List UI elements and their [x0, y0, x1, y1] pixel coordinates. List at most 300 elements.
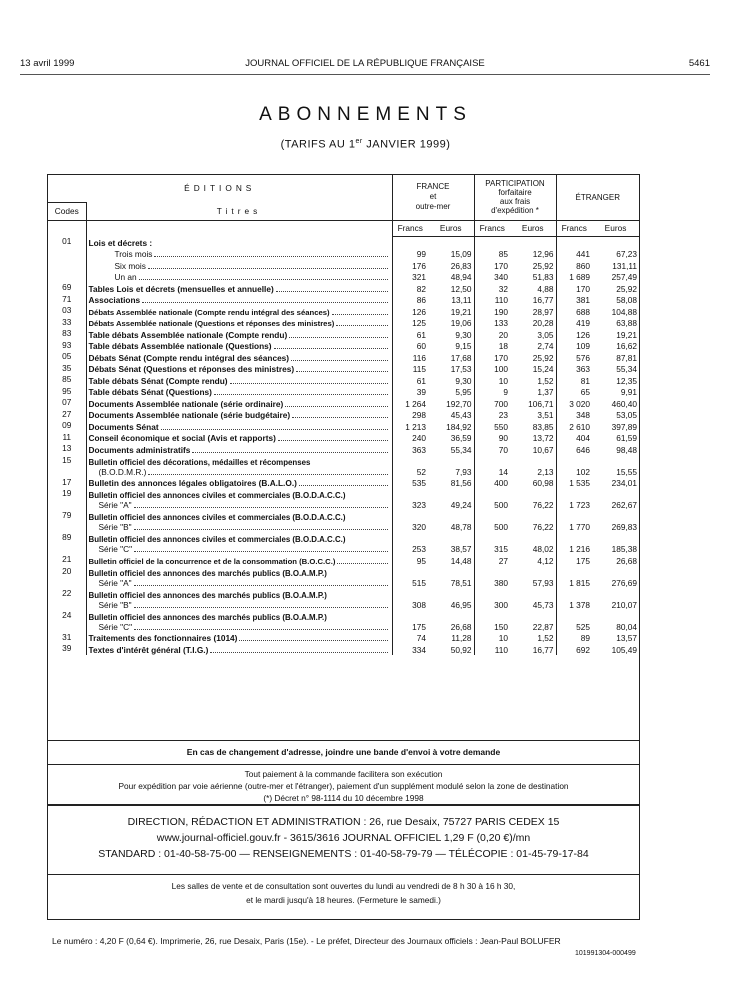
- row-title: [86, 566, 392, 588]
- france-header: FRANCE et outre-mer: [392, 175, 474, 220]
- cell-participation-euros: 13,72: [510, 432, 556, 444]
- cell-etranger-euros: 12,35: [616, 375, 638, 386]
- table-row: [48, 236, 639, 248]
- cell-france-francs: 175: [412, 621, 426, 632]
- table-row: [48, 386, 639, 398]
- row-title-line: Bulletin officiel des annonces des marchés publics (B.O.A.M.P.): [88, 590, 327, 600]
- row-title-line: Bulletin officiel des annonces civiles et commerciales (B.O.D.A.C.C.): [88, 491, 346, 500]
- row-code: 11: [48, 432, 86, 444]
- row-title-text: Table débats Sénat (Compte rendu): [88, 375, 228, 386]
- codes-header: Codes: [48, 202, 86, 220]
- header-rule: [20, 74, 710, 75]
- row-title: [86, 328, 392, 340]
- cell-france-francs: 321: [412, 272, 426, 282]
- titres-header: Titres: [86, 202, 392, 220]
- row-title-text: Textes d'intérêt général (T.I.G.): [88, 644, 209, 655]
- cell-etranger-euros: 105,49: [611, 644, 638, 655]
- cell-participation-francs: [474, 236, 510, 248]
- cell-etranger-francs: 170: [576, 283, 591, 294]
- cell-participation-euros: 1,52: [510, 374, 556, 386]
- table-row: [48, 643, 639, 655]
- cell-france-euros: 49,24: [428, 488, 474, 510]
- cell-etranger-francs: 89: [580, 633, 591, 643]
- cell-participation-francs: 500: [494, 522, 508, 532]
- table-row: [48, 420, 639, 432]
- row-title: [86, 488, 392, 510]
- cell-etranger-francs: 404: [576, 433, 591, 443]
- row-code: 13: [48, 443, 86, 455]
- cell-france-francs: 253: [412, 544, 426, 554]
- cell-etranger-euros: 257,49: [611, 272, 638, 282]
- cell-etranger-euros: 210,07: [611, 599, 638, 610]
- cell-participation-francs: 170: [494, 260, 508, 271]
- row-code: 79: [48, 510, 86, 532]
- cell-france-francs: 61: [416, 375, 426, 386]
- cell-france-euros: 48,94: [428, 271, 474, 283]
- table-row: [48, 328, 639, 340]
- row-code: 95: [48, 386, 86, 398]
- cell-etranger-francs: 1 770: [569, 522, 591, 532]
- row-title-text: Débats Sénat (Compte rendu intégral des séances): [88, 352, 290, 363]
- cell-participation-euros: 3,51: [510, 409, 556, 421]
- cell-france-francs: 363: [412, 444, 426, 455]
- cell-participation-francs: 700: [494, 398, 508, 409]
- cell-participation-francs: 18: [498, 341, 508, 351]
- cell-etranger-francs: 576: [576, 352, 591, 363]
- cell-participation-francs: 9: [503, 387, 508, 397]
- cell-france-francs: 74: [416, 633, 426, 643]
- cell-etranger-euros: 16,62: [616, 341, 638, 351]
- row-title-line2: Série "A": [98, 500, 132, 510]
- cell-etranger-euros: 460,40: [611, 398, 638, 409]
- cell-participation-euros: 1,37: [510, 386, 556, 398]
- cell-participation-francs: 10: [498, 375, 508, 386]
- row-title-line2: Série "C": [98, 544, 133, 554]
- table-row: [48, 610, 639, 632]
- cell-etranger-euros: 25,92: [616, 283, 638, 294]
- cell-france-euros: 26,83: [428, 259, 474, 271]
- cell-etranger-francs: 109: [576, 341, 591, 351]
- row-title: [86, 420, 392, 432]
- row-code: [48, 259, 86, 271]
- cell-france-euros: 17,68: [428, 351, 474, 363]
- direction-web: www.journal-officiel.gouv.fr - 3615/3616 JOURNAL OFFICIEL 1,29 F (0,20 €)/mn: [156, 832, 531, 844]
- row-title: [86, 409, 392, 421]
- row-title-text: Documents administratifs: [88, 444, 191, 455]
- row-title: [86, 386, 392, 398]
- row-title-text: Débats Sénat (Questions et réponses des ministres): [88, 364, 295, 374]
- address-change-notice: En cas de changement d'adresse, joindre une bande d'envoi à votre demande: [47, 740, 640, 765]
- note-line: (*) Décret n° 98-1114 du 10 décembre 1998: [263, 793, 424, 803]
- cell-participation-francs: 380: [494, 577, 508, 588]
- row-title-text: Bulletin des annonces légales obligatoires (B.A.L.O.): [88, 478, 297, 488]
- cell-etranger-francs: 1 378: [569, 599, 591, 610]
- row-title-text: Six mois: [114, 260, 146, 271]
- row-code: [48, 271, 86, 283]
- cell-france-euros: 45,43: [428, 409, 474, 421]
- row-title-line2: Série "A": [98, 577, 132, 588]
- row-title-line: Bulletin officiel des annonces des marchés publics (B.O.A.M.P.): [88, 612, 327, 622]
- cell-participation-euros: 25,92: [510, 259, 556, 271]
- cell-etranger-euros: 80,04: [616, 621, 638, 632]
- row-code: 83: [48, 328, 86, 340]
- cell-participation-francs: 400: [494, 478, 508, 488]
- table-row: [48, 351, 639, 363]
- cell-etranger-euros: 104,88: [611, 306, 638, 317]
- cell-etranger-euros: 9,91: [620, 387, 638, 397]
- cell-participation-francs: 133: [494, 318, 508, 328]
- cell-participation-euros: 25,92: [510, 351, 556, 363]
- row-code: 17: [48, 477, 86, 489]
- cell-etranger-francs: 126: [576, 329, 591, 340]
- cell-france-francs: 82: [416, 283, 426, 294]
- row-title: [86, 477, 392, 489]
- cell-france-francs: 320: [412, 522, 426, 532]
- row-title: [86, 271, 392, 283]
- cell-etranger-euros: 61,59: [616, 433, 638, 443]
- row-title: [86, 282, 392, 294]
- cell-participation-euros: 16,77: [510, 643, 556, 655]
- row-title-text: Conseil économique et social (Avis et rapports): [88, 433, 276, 443]
- cell-participation-euros: 12,96: [510, 248, 556, 260]
- footer-code: 101991304-000499: [575, 950, 636, 957]
- table-row: [48, 477, 639, 489]
- cell-france-francs: 176: [412, 260, 426, 271]
- cell-etranger-euros: 67,23: [616, 249, 638, 259]
- row-title-text: Documents Sénat: [88, 421, 159, 432]
- etranger-header: ÉTRANGER: [556, 175, 639, 220]
- cell-france-francs: 334: [412, 644, 426, 655]
- cell-france-francs: 52: [416, 466, 426, 477]
- cell-participation-francs: 10: [498, 633, 508, 643]
- cell-participation-euros: 20,28: [510, 317, 556, 329]
- row-code: 15: [48, 455, 86, 477]
- row-code: 27: [48, 409, 86, 421]
- unit-francs: Francs: [556, 220, 592, 236]
- table-row: [48, 271, 639, 283]
- row-title-text: Bulletin officiel de la concurrence et de la consommation (B.O.C.C.): [88, 556, 336, 566]
- cell-france-francs: 60: [416, 341, 426, 351]
- row-title: [86, 236, 392, 248]
- cell-france-euros: 38,57: [428, 532, 474, 554]
- cell-etranger-francs: 419: [576, 318, 591, 328]
- cell-etranger-euros: 98,48: [616, 444, 638, 455]
- cell-france-francs: 115: [412, 364, 426, 374]
- cell-participation-francs: 100: [494, 364, 508, 374]
- cell-france-euros: 7,93: [428, 455, 474, 477]
- cell-etranger-euros: 131,11: [612, 260, 638, 271]
- row-code: 85: [48, 374, 86, 386]
- table-row: [48, 588, 639, 610]
- cell-france-francs: 298: [412, 410, 426, 420]
- cell-france-euros: 11,28: [428, 632, 474, 644]
- row-title-text: Trois mois: [114, 249, 153, 259]
- cell-participation-francs: 20: [498, 329, 508, 340]
- cell-participation-francs: 23: [498, 410, 508, 420]
- cell-participation-euros: 10,67: [510, 443, 556, 455]
- cell-etranger-francs: 692: [576, 644, 591, 655]
- row-title-line2: Série "C": [98, 621, 133, 632]
- cell-participation-euros: 51,83: [510, 271, 556, 283]
- cell-france-francs: 535: [412, 478, 426, 488]
- cell-etranger-francs: 102: [576, 466, 591, 477]
- row-title-text: Débats Assemblée nationale (Questions et réponses des ministres): [88, 319, 335, 328]
- header-journal-title: JOURNAL OFFICIEL DE LA RÉPUBLIQUE FRANÇAISE: [245, 58, 485, 69]
- cell-participation-euros: 28,97: [510, 305, 556, 317]
- table-row: [48, 488, 639, 510]
- cell-france-euros: 17,53: [428, 363, 474, 375]
- cell-participation-euros: 1,52: [510, 632, 556, 644]
- table-row: [48, 248, 639, 260]
- cell-participation-euros: 76,22: [510, 488, 556, 510]
- row-title-text: Lois et décrets :: [88, 237, 153, 248]
- row-title-line: Bulletin officiel des décorations, médailles et récompenses: [88, 457, 311, 467]
- cell-etranger-euros: 276,69: [611, 577, 638, 588]
- cell-france-euros: 19,21: [428, 305, 474, 317]
- cell-etranger-francs: 1 815: [569, 577, 591, 588]
- cell-france-euros: [428, 236, 474, 248]
- cell-participation-euros: [510, 236, 556, 248]
- cell-participation-francs: 32: [498, 283, 508, 294]
- row-title-line2: Série "B": [98, 599, 132, 610]
- table-row: [48, 305, 639, 317]
- cell-etranger-francs: 525: [576, 621, 591, 632]
- table-row: [48, 317, 639, 329]
- cell-france-euros: 9,15: [428, 340, 474, 352]
- row-title-text: Débats Assemblée nationale (Compte rendu intégral des séances): [88, 307, 330, 317]
- row-title-line: Bulletin officiel des annonces civiles et commerciales (B.O.D.A.C.C.): [88, 535, 346, 544]
- cell-participation-euros: 4,88: [510, 282, 556, 294]
- cell-etranger-francs: 1 535: [569, 478, 591, 488]
- page-subtitle: (TARIFS AU 1er JANVIER 1999): [280, 138, 451, 151]
- direction-box: [47, 805, 640, 875]
- cell-participation-euros: 15,24: [510, 363, 556, 375]
- cell-participation-francs: 70: [498, 444, 508, 455]
- cell-participation-francs: 27: [498, 555, 508, 566]
- row-code: 24: [48, 610, 86, 632]
- note-line: Tout paiement à la commande facilitera son exécution: [244, 769, 443, 779]
- cell-france-francs: 86: [416, 295, 426, 305]
- row-code: 31: [48, 632, 86, 644]
- row-title: [86, 340, 392, 352]
- table-row: [48, 374, 639, 386]
- cell-participation-francs: 190: [494, 306, 508, 317]
- row-code: 20: [48, 566, 86, 588]
- table-row: [48, 443, 639, 455]
- cell-etranger-francs: 441: [576, 249, 591, 259]
- cell-etranger-euros: 87,81: [616, 352, 638, 363]
- row-code: [48, 248, 86, 260]
- cell-france-francs: 61: [416, 329, 426, 340]
- cell-participation-francs: 110: [494, 295, 508, 305]
- cell-france-francs: 308: [412, 599, 426, 610]
- cell-participation-euros: 48,02: [510, 532, 556, 554]
- table-row: [48, 554, 639, 566]
- cell-participation-euros: 16,77: [510, 294, 556, 306]
- cell-france-euros: 13,11: [428, 294, 474, 306]
- row-code: 71: [48, 294, 86, 306]
- cell-participation-francs: 150: [494, 621, 508, 632]
- cell-france-euros: 48,78: [428, 510, 474, 532]
- cell-etranger-euros: 269,83: [611, 522, 638, 532]
- cell-france-euros: 78,51: [428, 566, 474, 588]
- cell-participation-francs: 550: [494, 421, 508, 432]
- table-row: [48, 566, 639, 588]
- cell-etranger-francs: 860: [576, 260, 591, 271]
- cell-france-euros: 50,92: [428, 643, 474, 655]
- cell-participation-euros: 2,13: [510, 455, 556, 477]
- row-title: [86, 643, 392, 655]
- cell-france-euros: 36,59: [428, 432, 474, 444]
- cell-participation-francs: 300: [494, 599, 508, 610]
- cell-etranger-euros: 234,01: [611, 478, 638, 488]
- row-title: [86, 351, 392, 363]
- cell-france-francs: 1 264: [405, 398, 426, 409]
- cell-france-euros: 46,95: [428, 588, 474, 610]
- row-title: [86, 532, 392, 554]
- row-title-text: Un an: [114, 272, 137, 282]
- cell-etranger-euros: 53,05: [616, 410, 638, 420]
- cell-participation-francs: 500: [494, 500, 508, 510]
- table-row: [48, 259, 639, 271]
- row-code: 89: [48, 532, 86, 554]
- row-title: [86, 397, 392, 409]
- cell-etranger-euros: 55,34: [616, 364, 638, 374]
- row-title: [86, 455, 392, 477]
- row-title: [86, 554, 392, 566]
- row-code: 69: [48, 282, 86, 294]
- unit-francs: Francs: [474, 220, 510, 236]
- footer-line: Le numéro : 4,20 F (0,64 €). Imprimerie, 26, rue Desaix, Paris (15e). - Le préfet, Directeur des Journaux officiels : Jean-Paul BOLUFER: [52, 936, 561, 946]
- hours-line: Les salles de vente et de consultation sont ouvertes du lundi au vendredi de 8 h 30 à 16 h 30,: [171, 881, 516, 891]
- table-row: [48, 397, 639, 409]
- cell-participation-euros: 22,87: [510, 610, 556, 632]
- note-line: Pour expédition par voie aérienne (outre-mer et l'étranger), paiement d'un supplément modulé selon la zone de destination: [118, 781, 569, 791]
- cell-france-francs: 39: [416, 387, 426, 397]
- cell-participation-euros: 60,98: [510, 477, 556, 489]
- table-row: [48, 532, 639, 554]
- cell-france-euros: 26,68: [428, 610, 474, 632]
- cell-participation-francs: 315: [494, 544, 508, 554]
- cell-etranger-euros: 15,55: [616, 466, 638, 477]
- row-title: [86, 317, 392, 329]
- table-row: [48, 455, 639, 477]
- payment-notes: [47, 764, 640, 805]
- row-title-text: Traitements des fonctionnaires (1014): [88, 633, 238, 643]
- row-code: 03: [48, 305, 86, 317]
- direction-phones: STANDARD : 01-40-58-75-00 — RENSEIGNEMENTS : 01-40-58-79-79 — TÉLÉCOPIE : 01-45-79-17-84: [98, 848, 589, 860]
- table-row: [48, 409, 639, 421]
- cell-france-francs: 95: [416, 555, 426, 566]
- cell-france-francs: 126: [412, 306, 426, 317]
- table-row: [48, 363, 639, 375]
- cell-france-euros: 55,34: [428, 443, 474, 455]
- cell-participation-euros: 106,71: [510, 397, 556, 409]
- cell-etranger-euros: 19,21: [616, 329, 638, 340]
- row-title: [86, 248, 392, 260]
- cell-etranger-francs: 175: [576, 555, 591, 566]
- page-header: [20, 58, 710, 70]
- row-code: 19: [48, 488, 86, 510]
- row-title: [86, 305, 392, 317]
- row-title-text: Documents Assemblée nationale (série budgétaire): [88, 410, 291, 420]
- row-title: [86, 610, 392, 632]
- cell-france-euros: 81,56: [428, 477, 474, 489]
- editions-header: ÉDITIONS: [48, 175, 392, 202]
- table-row: [48, 282, 639, 294]
- row-code: 21: [48, 554, 86, 566]
- row-code: 01: [48, 236, 86, 248]
- table-row: [48, 432, 639, 444]
- cell-etranger-francs: 3 020: [569, 398, 591, 409]
- row-title-line2: (B.O.D.M.R.): [98, 466, 147, 477]
- cell-france-euros: 15,09: [428, 248, 474, 260]
- cell-france-euros: 19,06: [428, 317, 474, 329]
- cell-france-euros: 12,50: [428, 282, 474, 294]
- cell-france-francs: 1 213: [405, 421, 426, 432]
- cell-participation-euros: 83,85: [510, 420, 556, 432]
- cell-france-francs: 323: [412, 500, 426, 510]
- cell-etranger-francs: [556, 236, 592, 248]
- cell-participation-francs: 340: [494, 272, 508, 282]
- cell-etranger-francs: 363: [576, 364, 591, 374]
- cell-france-francs: [392, 236, 428, 248]
- cell-participation-euros: 4,12: [510, 554, 556, 566]
- row-title: [86, 374, 392, 386]
- cell-participation-euros: 76,22: [510, 510, 556, 532]
- cell-etranger-francs: 65: [580, 387, 591, 397]
- row-title: [86, 432, 392, 444]
- cell-etranger-francs: 1 216: [569, 544, 591, 554]
- cell-etranger-francs: 81: [580, 375, 591, 386]
- cell-france-euros: 14,48: [428, 554, 474, 566]
- cell-france-francs: 240: [412, 433, 426, 443]
- cell-etranger-euros: 262,67: [611, 500, 638, 510]
- cell-participation-francs: 85: [498, 249, 508, 259]
- cell-etranger-euros: 26,68: [616, 555, 638, 566]
- cell-france-francs: 99: [416, 249, 426, 259]
- cell-etranger-francs: 381: [576, 295, 591, 305]
- row-title-text: Associations: [88, 295, 141, 305]
- row-code: 93: [48, 340, 86, 352]
- row-title-text: Tables Lois et décrets (mensuelles et annuelle): [88, 283, 274, 294]
- row-title-line2: Série "B": [98, 522, 132, 532]
- row-code: 22: [48, 588, 86, 610]
- row-title-line: Bulletin officiel des annonces des marchés publics (B.O.A.M.P.): [88, 568, 327, 578]
- table-row: [48, 632, 639, 644]
- cell-france-euros: 9,30: [428, 374, 474, 386]
- row-title-text: Table débats Sénat (Questions): [88, 387, 212, 397]
- hours-line: et le mardi jusqu'à 18 heures. (Fermeture le samedi.): [246, 895, 441, 905]
- unit-euros: Euros: [510, 220, 556, 236]
- cell-france-francs: 116: [412, 352, 426, 363]
- unit-francs: Francs: [392, 220, 428, 236]
- row-title-line: Bulletin officiel des annonces civiles et commerciales (B.O.D.A.C.C.): [88, 513, 346, 522]
- unit-euros: Euros: [428, 220, 474, 236]
- cell-etranger-francs: 688: [576, 306, 591, 317]
- cell-participation-euros: 3,05: [510, 328, 556, 340]
- row-code: 05: [48, 351, 86, 363]
- row-title: [86, 294, 392, 306]
- row-title-text: Table débats Assemblée nationale (Compte rendu): [88, 329, 288, 340]
- opening-hours-box: [47, 874, 640, 920]
- cell-participation-francs: 14: [498, 466, 508, 477]
- cell-participation-euros: 2,74: [510, 340, 556, 352]
- table-row: [48, 294, 639, 306]
- cell-etranger-euros: [592, 236, 639, 248]
- row-code: 07: [48, 397, 86, 409]
- row-title: [86, 510, 392, 532]
